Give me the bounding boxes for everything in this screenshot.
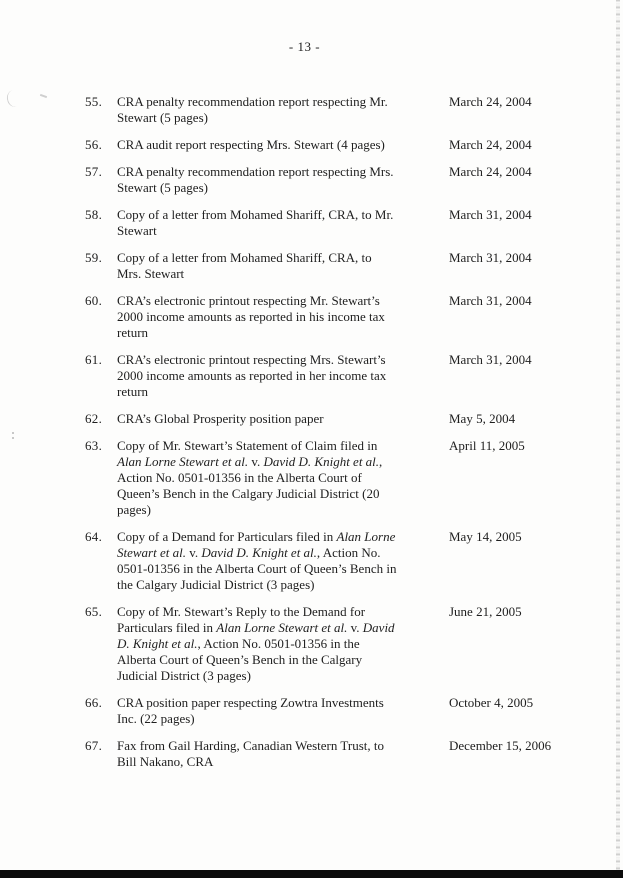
item-date: March 31, 2004 — [449, 207, 532, 222]
list-item — [85, 352, 585, 400]
list-item — [85, 137, 585, 153]
item-date: March 31, 2004 — [449, 293, 532, 308]
description-text: CRA’s electronic printout respecting Mr. Stewart’s 2000 income amounts as reported in his income tax return — [117, 293, 385, 340]
list-item — [85, 604, 585, 684]
scan-bottom-bar-artifact — [0, 870, 623, 878]
item-number: 56. — [85, 137, 103, 152]
description-text: CRA’s Global Prosperity position paper — [117, 411, 324, 426]
item-number: 59. — [85, 250, 103, 265]
list-item — [85, 738, 585, 770]
description-text: Copy of Mr. Stewart’s Reply to the Demand for Particulars filed in — [117, 604, 366, 635]
list-item — [85, 411, 585, 427]
item-description — [117, 695, 449, 727]
item-date: May 5, 2004 — [449, 411, 516, 426]
description-text: v. — [185, 545, 202, 560]
item-number: 61. — [85, 352, 103, 367]
case-name-italic: David D. Knight et al. — [263, 454, 380, 469]
description-text: CRA penalty recommendation report respecting Mr. Stewart (5 pages) — [117, 94, 388, 125]
item-date: October 4, 2005 — [449, 695, 534, 710]
item-number: 64. — [85, 529, 103, 544]
item-date: March 24, 2004 — [449, 94, 532, 109]
case-name-italic: David D. Knight et al. — [117, 620, 395, 651]
description-text: Copy of Mr. Stewart’s Statement of Claim filed in — [117, 438, 378, 453]
item-date: March 31, 2004 — [449, 352, 532, 367]
list-item — [85, 438, 585, 518]
item-description — [117, 438, 449, 518]
case-name-italic: David D. Knight et al. — [201, 545, 317, 560]
item-number: 66. — [85, 695, 103, 710]
case-name-italic: Alan Lorne Stewart et al. — [117, 454, 249, 469]
description-text: Copy of a Demand for Particulars filed in — [117, 529, 337, 544]
list-item — [85, 164, 585, 196]
description-text: CRA penalty recommendation report respecting Mrs. Stewart (5 pages) — [117, 164, 394, 195]
list-item — [85, 695, 585, 727]
item-number: 55. — [85, 94, 103, 109]
description-text: , Action No. 0501-01356 in the Alberta Court of Queen’s Bench in the Calgary Judicial District (3 pages) — [117, 545, 397, 592]
item-number: 62. — [85, 411, 103, 426]
scan-artifact-speck — [40, 94, 47, 98]
item-number: 65. — [85, 604, 103, 619]
item-description — [117, 94, 449, 126]
exhibit-list — [85, 94, 585, 781]
description-text: CRA position paper respecting Zowtra Investments Inc. (22 pages) — [117, 695, 384, 726]
list-item — [85, 293, 585, 341]
description-text: Copy of a letter from Mohamed Shariff, CRA, to Mrs. Stewart — [117, 250, 372, 281]
description-text: , Action No. 0501-01356 in the Alberta Court of Queen’s Bench in the Calgary Judicial District (3 pages) — [117, 636, 363, 683]
item-date: May 14, 2005 — [449, 529, 522, 544]
case-name-italic: Alan Lorne Stewart et al. — [117, 529, 396, 560]
item-description — [117, 352, 449, 400]
item-date: June 21, 2005 — [449, 604, 522, 619]
scan-edge-artifact — [616, 0, 620, 878]
item-description — [117, 604, 449, 684]
description-text: Fax from Gail Harding, Canadian Western Trust, to Bill Nakano, CRA — [117, 738, 384, 769]
description-text: CRA audit report respecting Mrs. Stewart (4 pages) — [117, 137, 385, 152]
item-number: 63. — [85, 438, 103, 453]
description-text: CRA’s electronic printout respecting Mrs. Stewart’s 2000 income amounts as reported in her income tax return — [117, 352, 387, 399]
item-description — [117, 411, 449, 427]
list-item — [85, 529, 585, 593]
item-number: 57. — [85, 164, 103, 179]
item-number: 60. — [85, 293, 103, 308]
description-text: v. — [248, 454, 264, 469]
description-text: , Action No. 0501-01356 in the Alberta Court of Queen’s Bench in the Calgary Judicial District (20 pages) — [117, 454, 383, 517]
description-text: v. — [347, 620, 363, 635]
item-description — [117, 164, 449, 196]
page-number: - 13 - — [288, 39, 321, 54]
item-number: 58. — [85, 207, 103, 222]
item-description — [117, 738, 449, 770]
description-text: Copy of a letter from Mohamed Shariff, CRA, to Mr. Stewart — [117, 207, 394, 238]
item-description — [117, 293, 449, 341]
item-date: March 31, 2004 — [449, 250, 532, 265]
scan-artifact-mark — [5, 88, 24, 108]
item-date: March 24, 2004 — [449, 164, 532, 179]
item-description — [117, 207, 449, 239]
item-description — [117, 137, 449, 153]
list-item — [85, 207, 585, 239]
item-description — [117, 529, 449, 593]
item-date: April 11, 2005 — [449, 438, 525, 453]
item-date: December 15, 2006 — [449, 738, 552, 753]
list-item — [85, 94, 585, 126]
item-date: March 24, 2004 — [449, 137, 532, 152]
item-description — [117, 250, 449, 282]
case-name-italic: Alan Lorne Stewart et al. — [216, 620, 348, 635]
item-number: 67. — [85, 738, 103, 753]
list-item — [85, 250, 585, 282]
scan-artifact-speck — [12, 432, 14, 440]
